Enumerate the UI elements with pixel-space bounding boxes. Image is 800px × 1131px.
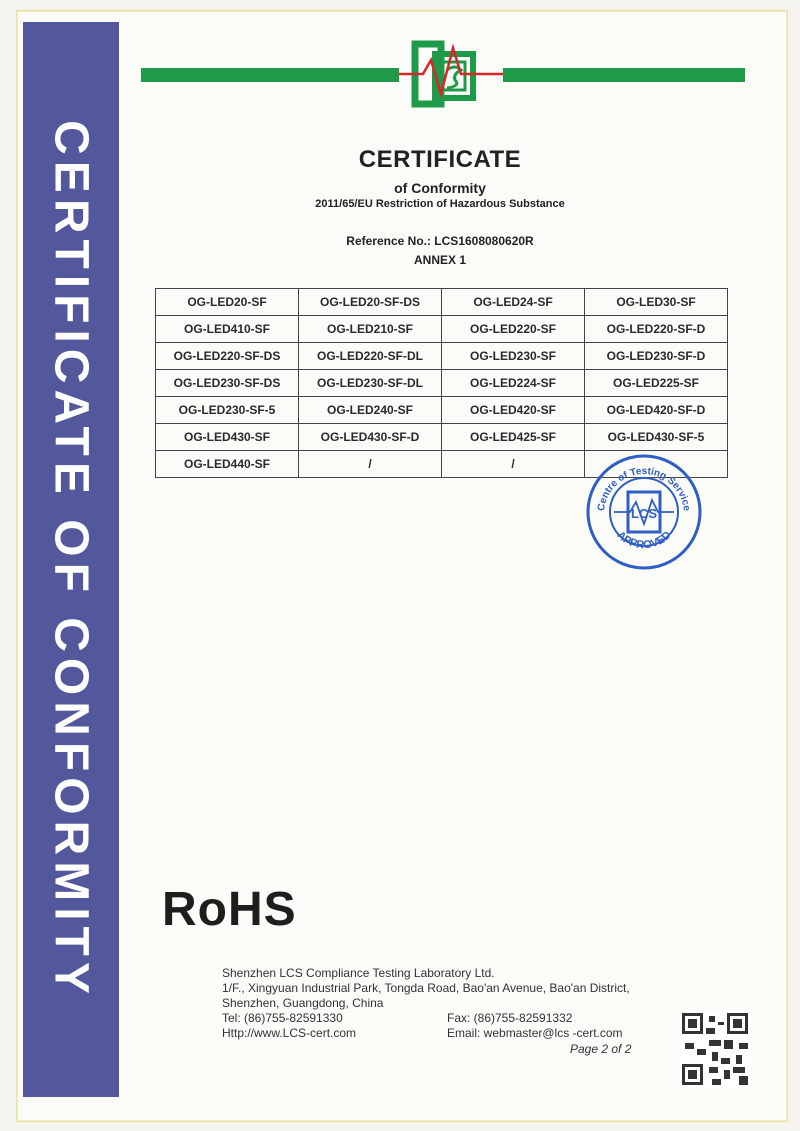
model-cell: OG-LED24-SF xyxy=(442,289,585,316)
model-cell: OG-LED240-SF xyxy=(299,397,442,424)
model-cell: OG-LED220-SF xyxy=(442,316,585,343)
telephone: Tel: (86)755-82591330 xyxy=(222,1011,343,1025)
model-cell: OG-LED430-SF-5 xyxy=(585,424,728,451)
model-cell: OG-LED220-SF-D xyxy=(585,316,728,343)
stamp-letters: LCS xyxy=(631,506,657,521)
table-row xyxy=(156,397,728,424)
model-cell: OG-LED410-SF xyxy=(156,316,299,343)
model-cell: OG-LED420-SF-D xyxy=(585,397,728,424)
model-cell: OG-LED20-SF xyxy=(156,289,299,316)
model-cell: / xyxy=(442,451,585,478)
green-bar-right xyxy=(503,68,745,82)
lcs-logo-icon xyxy=(399,40,503,108)
directive-line: 2011/65/EU Restriction of Hazardous Substance xyxy=(315,198,565,210)
model-cell: OG-LED30-SF xyxy=(585,289,728,316)
stamp-ring-text: Centre of Testing Service xyxy=(596,465,692,512)
model-cell: OG-LED220-SF-DS xyxy=(156,343,299,370)
stamp-approved-text: APPROVED xyxy=(614,529,674,552)
address-line-1: 1/F., Xingyuan Industrial Park, Tongda Road, Bao'an Avenue, Bao'an District, xyxy=(222,981,630,995)
model-table xyxy=(155,288,728,478)
annex-label: ANNEX 1 xyxy=(413,253,466,267)
vertical-title: CERTIFICATE OF CONFORMITY xyxy=(44,120,98,1000)
model-cell: OG-LED210-SF xyxy=(299,316,442,343)
model-cell: OG-LED430-SF-D xyxy=(299,424,442,451)
email-link[interactable]: Email: webmaster@lcs -cert.com xyxy=(447,1026,623,1040)
qr-code-icon xyxy=(679,1010,751,1088)
model-cell: OG-LED420-SF xyxy=(442,397,585,424)
model-cell: OG-LED224-SF xyxy=(442,370,585,397)
table-row xyxy=(156,424,728,451)
table-row xyxy=(156,343,728,370)
fax: Fax: (86)755-82591332 xyxy=(447,1011,573,1025)
model-cell: OG-LED230-SF-DS xyxy=(156,370,299,397)
certificate-subtitle: of Conformity xyxy=(394,180,486,196)
model-cell: OG-LED430-SF xyxy=(156,424,299,451)
model-cell: OG-LED230-SF xyxy=(442,343,585,370)
table-row xyxy=(156,370,728,397)
model-cell: OG-LED425-SF xyxy=(442,424,585,451)
green-bar-left xyxy=(141,68,399,82)
company-name: Shenzhen LCS Compliance Testing Laboratory Ltd. xyxy=(222,966,495,980)
certificate-title: CERTIFICATE xyxy=(358,146,522,173)
model-cell: / xyxy=(299,451,442,478)
model-cell: OG-LED230-SF-DL xyxy=(299,370,442,397)
model-cell: OG-LED230-SF-D xyxy=(585,343,728,370)
page-number: Page 2 of 2 xyxy=(570,1042,632,1056)
reference-number: Reference No.: LCS1608080620R xyxy=(346,234,534,248)
model-cell: OG-LED220-SF-DL xyxy=(299,343,442,370)
model-cell: OG-LED230-SF-5 xyxy=(156,397,299,424)
table-row xyxy=(156,316,728,343)
model-cell: OG-LED440-SF xyxy=(156,451,299,478)
model-cell: OG-LED20-SF-DS xyxy=(299,289,442,316)
address-line-2: Shenzhen, Guangdong, China xyxy=(222,996,384,1010)
table-row xyxy=(156,289,728,316)
rohs-mark: RoHS xyxy=(162,883,297,936)
website-link[interactable]: Http://www.LCS-cert.com xyxy=(222,1026,357,1040)
model-cell: OG-LED225-SF xyxy=(585,370,728,397)
approved-stamp-icon xyxy=(584,452,704,572)
